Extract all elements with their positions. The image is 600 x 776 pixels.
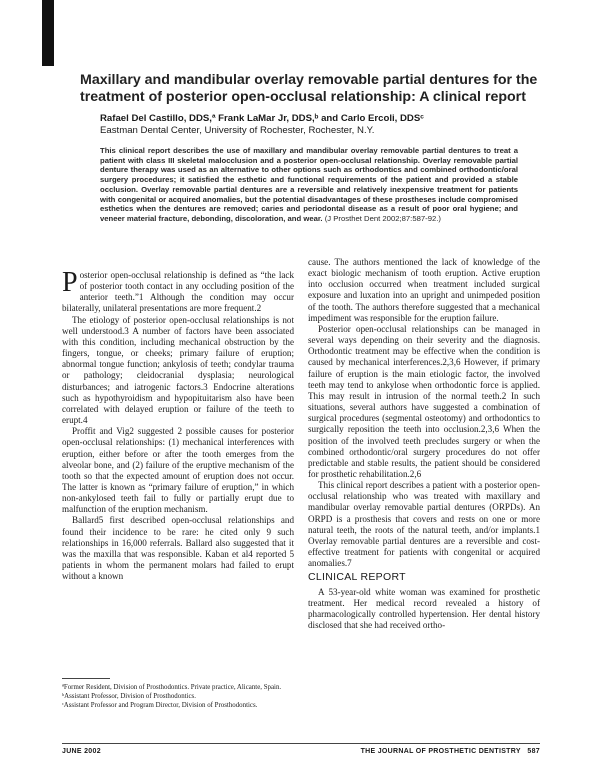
drop-cap: P — [62, 267, 78, 298]
header-black-bar — [42, 0, 54, 66]
paragraph: Proffit and Vig2 suggested 2 possible causes for posterior open-occlusal relationships: (1) mechanical interferences with eruption, either before or after the tooth emerges from the alveolar bone, and (2) failure of the eruptive mechanism of the tooth so that the expected amount of eruption does not occur. The latter is known as “primary failure of eruption,” in which non-ankylosed teeth fail to fully or partially erupt due to malfunction of the eruption mechanism. — [62, 426, 294, 515]
paragraph: The etiology of posterior open-occlusal relationships is not well understood.3 A number of factors have been associated with this condition, including mechanical obstruction by the fingers, tongue, or cheeks; primary failure of eruption; abnormal tongue function; ankylosis of teeth; condylar trauma or pathology; cleidocranial dysplasia; neurological disturbances; and iatrogenic factors.3 Endocrine alterations such as hypothyroidism and hypopituitarism also have been correlated with delayed eruption or failure of the teeth to erupt.4 — [62, 314, 294, 426]
left-column — [62, 267, 294, 582]
paragraph: Posterior open-occlusal relationships can be managed in several ways depending on their severity and the diagnosis. Orthodontic treatment may be effective when the condition is caused by mechanical interferences.2,3,6 However, if primary failure of eruption is the main etiologic factor, the involved teeth may tend to ankylose when orthodontic force is applied. This may result in intrusion of the normal teeth.2 In such situations, several authors have suggested a combination of surgical procedures (segmental osteotomy) and orthodontics to surgically reposition the teeth into occlusion.2,3,6 When the position of the involved teeth precludes surgery or when the combined orthodontic/oral surgery procedures do not offer predictable and stable results, the patient should be considered for prosthetic rehabilitation.2,6 — [308, 323, 540, 479]
section-heading: CLINICAL REPORT — [308, 571, 406, 584]
author-names: Rafael Del Castillo, DDS,ª Frank LaMar Jr, DDS,ᵇ and Carlo Ercoli, DDSᶜ — [100, 113, 424, 124]
author-block — [100, 113, 580, 137]
footnotes — [62, 683, 294, 710]
footnote-c: ᶜAssistant Professor and Program Director, Division of Prosthodontics. — [62, 702, 258, 709]
paragraph: Ballard5 first described open-occlusal relationships and found their incidence to be rare: he cited only 9 such relationships in 16,000 referrals. Ballard also suggested that it was the maxilla that was responsible. Kaban et al4 reported 5 patients in whom the permanent molars had failed to erupt without a known — [62, 515, 294, 582]
abstract-citation: (J Prosthet Dent 2002;87:587-92.) — [324, 213, 441, 223]
right-column — [308, 257, 540, 631]
footnote-rule — [62, 678, 110, 679]
footnote-a: ªFormer Resident, Division of Prosthodontics. Private practice, Alicante, Spain. — [62, 684, 282, 691]
abstract — [100, 146, 518, 224]
footer-journal-page: THE JOURNAL OF PROSTHETIC DENTISTRY 587 — [360, 748, 540, 755]
paragraph — [62, 267, 294, 315]
footnote-b: ᵇAssistant Professor, Division of Prosthodontics. — [62, 693, 196, 700]
footer-date: JUNE 2002 — [62, 748, 101, 755]
affiliation: Eastman Dental Center, University of Rochester, Rochester, N.Y. — [100, 125, 375, 136]
paragraph-text: osterior open-occlusal relationship is defined as “the lack of posterior tooth contact in any occluding position of the anterior teeth.”1 Although the condition may occur bilaterally, unilateral presentations are more frequent.2 — [62, 270, 294, 314]
abstract-text: This clinical report describes the use of maxillary and mandibular overlay removable partial dentures to treat a patient with class III skeletal malocclusion and a posterior open-occlusal relationship. Overlay removable partial denture therapy was used as an alternative to other options such as orthodontics and combined orthodontic/oral surgery procedures; it satisfied the esthetic and functional requirements of the patient and provided a stable occlusion. Overlay removable partial dentures are a reversible and relatively inexpensive treatment for patients with congenital or acquired anomalies, but the potential disadvantages of these prostheses include compromised esthetics when the dentures are removed; caries and periodontal disease as a result of poor oral hygiene; and veneer material fracture, debonding, discoloration, and wear. — [100, 146, 518, 223]
footer-rule — [62, 743, 540, 744]
paragraph: A 53-year-old white woman was examined for prosthetic treatment. Her medical record revealed a history of pharmacologically controlled hypertension. Her dental history disclosed that she had received ortho- — [308, 586, 540, 630]
paragraph: cause. The authors mentioned the lack of knowledge of the exact biologic mechanism of tooth eruption. Active eruption into occlusion occurred when treatment included surgical exposure and luxation into an upright and unimpeded position of the tooth. The authors therefore suggested that a mechanical impediment was responsible for the eruption failure. — [308, 257, 540, 323]
article-title: Maxillary and mandibular overlay removable partial dentures for the treatment of posterior open-occlusal relationship: A clinical report — [80, 72, 538, 105]
paragraph: This clinical report describes a patient with a posterior open-occlusal relationship who was treated with maxillary and mandibular overlay removable partial dentures (ORPDs). An ORPD is a prosthesis that covers and rests on one or more natural teeth, the roots of the natural teeth, and/or implants.1 Overlay removable partial dentures are a reversible and cost-effective treatment for patients with congenital or acquired anomalies.7 — [308, 480, 540, 569]
